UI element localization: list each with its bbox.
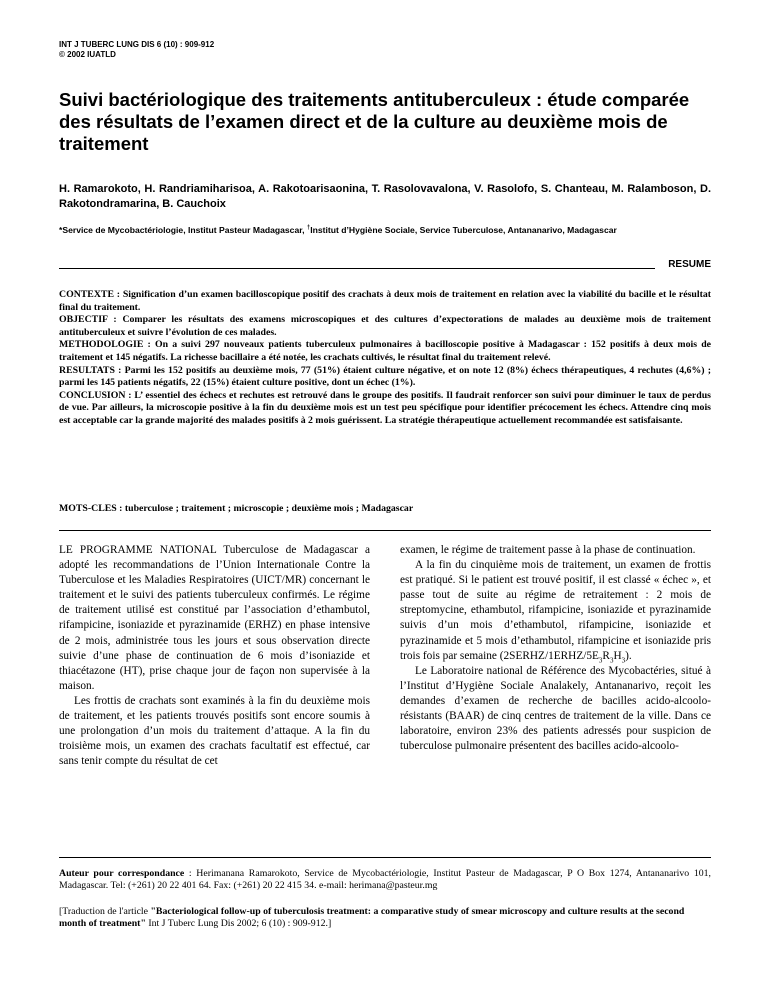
footnote-divider (59, 857, 711, 858)
resume-rule (59, 268, 655, 269)
regimen-text: A la fin du cinquième mois de traitement, un examen de frottis est pratiqué. Si le patient est trouvé positif, il est classé « échec », et passe tout de suite au régime de retraitement : 2 mois de streptomycine, ethambutol, rifampicine, isoniazide et pyrazinamide suivis d’un mois d’ethambutol, rifampicine, isoniazide et pyrazinamide et 5 mois d’ethambutol, rifampicine et isoniazide pris trois fois par semaine (2SERHZ/1ERHZ/5E (400, 559, 711, 662)
author-list: H. Ramarokoto, H. Randriamiharisoa, A. Rakotoarisaonina, T. Rasolovavalona, V. Rasolofo, S. Chanteau, M. Ralamboson, D. Rakotondramarina, B. Cauchoix (59, 183, 711, 210)
journal-copyright: © 2002 IUATLD (59, 50, 116, 59)
translation-title: "Bacteriological follow-up of tuberculosis treatment: a comparative study of smear microscopy and culture results at the second month of treatment" (59, 906, 685, 930)
affiliation-mark-2: † (306, 225, 311, 231)
abstract-contexte: CONTEXTE : Signification d’un examen bacilloscopique positif des crachats à deux mois de traitement en relation avec la viabilité du bacille et le résultat final du traitement. (59, 289, 711, 313)
body-paragraph: Le Laboratoire national de Référence des Mycobactéries, situé à l’Institut d’Hygiène Sociale Analakely, Antananarivo, reçoit les demandes d’examen de recherche de bacilles acido-alcoolo-résistants (BAAR) de cinq centres de traitement de la ville. Dans ce laboratoire, environ 23% des patients adressés pour suspicion de tuberculose pulmonaire présentent des bacilles acido-alcoolo- (400, 664, 711, 753)
journal-citation: INT J TUBERC LUNG DIS 6 (10) : 909-912 (59, 40, 215, 49)
body-column-right (400, 543, 711, 754)
body-paragraph: Les frottis de crachats sont examinés à la fin du deuxième mois de traitement, et les patients trouvés positifs sont encore soumis à une prolongation d’un mois du traitement d’attaque. A la fin du troisième mois, un examen des crachats facultatif est effectué, car sans tenir compte du résultat de cet (59, 694, 370, 768)
regimen-text-end: ). (625, 649, 632, 662)
affiliation-1: Service de Mycobactériologie, Institut Pasteur Madagascar, (62, 224, 307, 235)
keywords: MOTS-CLES : tuberculose ; traitement ; microscopie ; deuxième mois ; Madagascar (59, 503, 414, 514)
translation-prefix: [Traduction de l'article (59, 906, 151, 917)
correspondence-footnote (59, 868, 711, 893)
body-column-left (59, 543, 370, 769)
correspondence-label: Auteur pour correspondance (59, 868, 185, 879)
resume-header (59, 257, 711, 271)
affiliation-2: Institut d’Hygiène Sociale, Service Tuberculose, Antananarivo, Madagascar (310, 224, 617, 235)
abstract (59, 289, 711, 428)
affiliation-mark-1: * (59, 224, 63, 235)
journal-header (59, 40, 214, 60)
body-paragraph: examen, le régime de traitement passe à la phase de continuation. (400, 544, 696, 556)
correspondence-text: : Herimanana Ramarokoto, Service de Mycobactériologie, Institut Pasteur de Madagascar, P O Box 1274, Antananarivo 101, Madagascar. Tel: (+261) 20 22 401 64. Fax: (+261) 20 22 415 34. e-mail: herimana@pasteur.mg (59, 868, 711, 892)
abstract-resultats: RESULTATS : Parmi les 152 positifs au deuxième mois, 77 (51%) étaient culture négative, et on note 12 (8%) échecs thérapeutiques, 4 rechutes (4,6%) ; parmi les 145 patients négatifs, 22 (15%) étaient culture positive, dont un échec (1%). (59, 364, 711, 389)
abstract-conclusion: CONCLUSION : L’ essentiel des échecs et rechutes est retrouvé dans le groupe des positifs. Il faudrait renforcer son suivi pour diminuer le taux de perdus de vue. Par ailleurs, la microscopie positive à la fin du deuxième mois est un test peu spécifique pour identifier précocement les échecs. Attendre cinq mois est acceptable car la grande majorité des malades positifs à 2 mois guérissent. La stratégie thérapeutique actuellement recommandée est satisfaisante. (59, 389, 711, 426)
affiliations (59, 222, 711, 237)
abstract-objectif: OBJECTIF : Comparer les résultats des examens microscopiques et des cultures d’expectorations de malades au deuxième mois de traitement antituberculeux et suivre l’évolution de ces malades. (59, 314, 711, 338)
body-paragraph: A la fin du cinquième mois de traitement, un examen de frottis est pratiqué. Si le patient est trouvé positif, il est classé « échec », et passe tout de suite au régime de retraitement : 2 mois de streptomycine, ethambutol, rifampicine, isoniazide et pyrazinamide suivis d’un mois d’ethambutol, rifampicine, isoniazide et pyrazinamide et 5 mois d’ethambutol, rifampicine et isoniazide pris trois fois par semaine $(2SERHZ/1ERHZ/5E_3R_3H_3)$. (400, 559, 711, 664)
abstract-methodologie: METHODOLOGIE : On a suivi 297 nouveaux patients tuberculeux pulmonaires à bacilloscopie positive à Madagascar : 152 positifs à deux mois de traitement et 145 négatifs. La richesse bacillaire a été notée, les crachats cultivés, le résultat final du traitement relevé. (59, 339, 711, 363)
abstract-divider (59, 530, 711, 531)
resume-label: RESUME (668, 259, 711, 270)
translation-note (59, 906, 711, 931)
translation-suffix: Int J Tuberc Lung Dis 2002; 6 (10) : 909-912.] (145, 918, 332, 930)
body-paragraph: LE PROGRAMME NATIONAL Tuberculose de Madagascar a adopté les recommandations de l’Union Internationale Contre la Tuberculose et les Maladies Respiratoires (UICT/MR) concernant le traitement et le suivi des patients tuberculeux confirmés. Le régime de traitement utilisé est constitué par l’association d’ethambutol, rifampicine, isoniazide et pyrazinamide (ERHZ) en phase intensive de 2 mois, administrée tous les jours et sous observation directe suivie d’une phase de continuation de 6 mois d’isoniazide et thiacétazone (HT), prise chaque jour de façon non supervisée à la maison. (59, 544, 370, 692)
article-title: Suivi bactériologique des traitements antituberculeux : étude comparée des résultats de l’examen direct et de la culture au deuxième mois de traitement (59, 89, 690, 154)
